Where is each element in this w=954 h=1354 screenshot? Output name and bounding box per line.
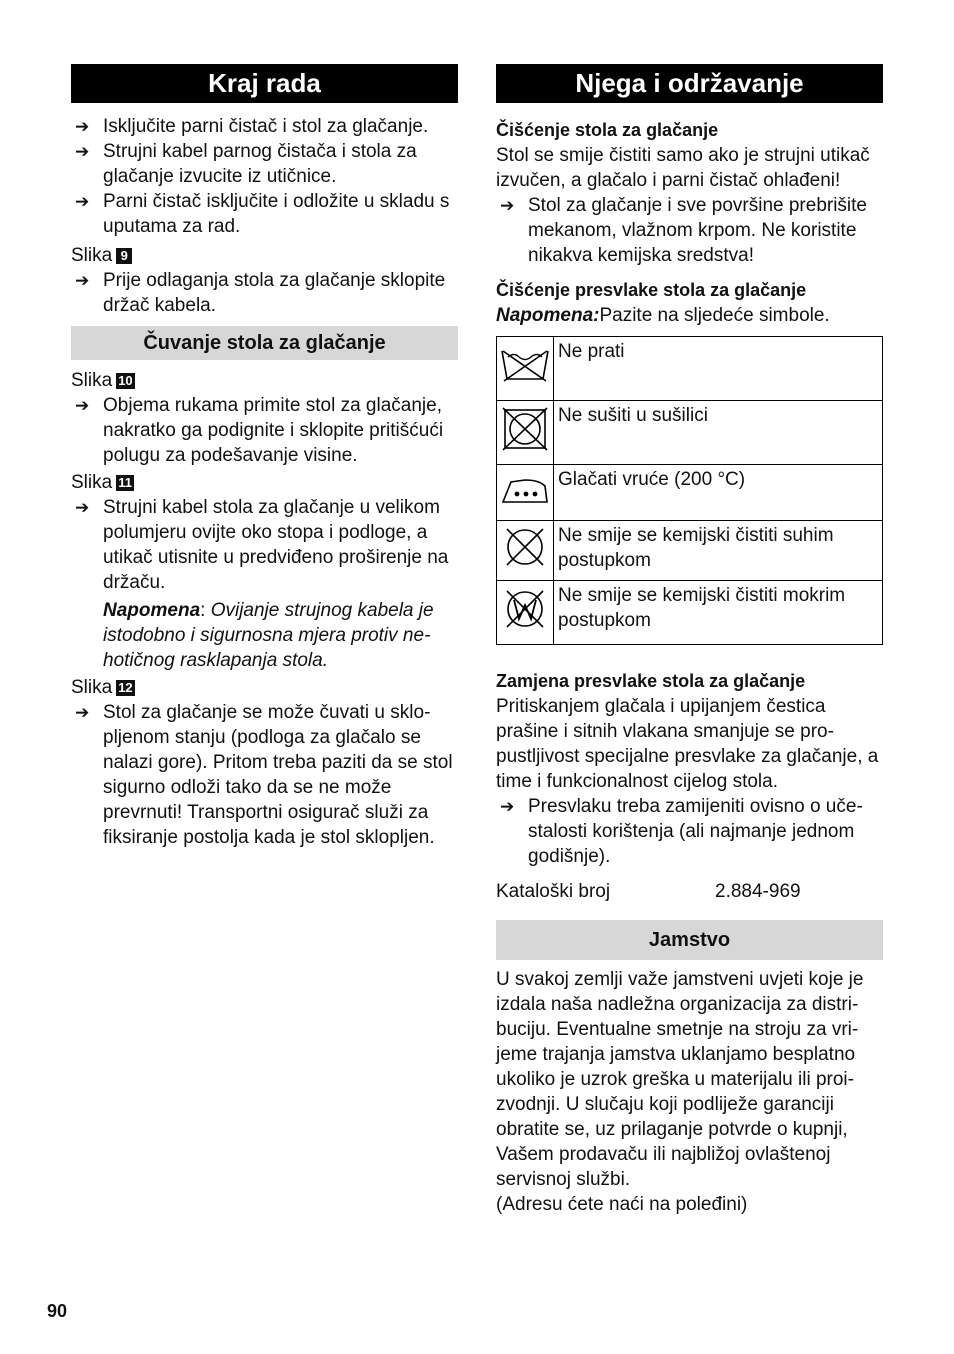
note-paragraph: Napomena: Ovijanje strujnog kabela je istodobno i sigurnosna mjera protiv nehotičnog rasklapanja stola.	[103, 600, 434, 671]
arrow-icon: ➔	[500, 196, 515, 215]
arrow-icon: ➔	[75, 703, 90, 722]
step-item: ➔ Stol za glačanje se može čuvati u sklopljenom stanju (podloga za glačalo se nalazi gore). Pritom treba paziti da se stol sigurno odloži tako da se ne može prevrnuti! Transportni osigurač služi za fiksiranje postolja kada je stol sklopljen.	[75, 702, 453, 848]
arrow-icon: ➔	[75, 192, 90, 211]
figure-number-badge: 11	[118, 475, 132, 490]
subsection-title: Čišćenje stola za glačanje	[496, 120, 719, 140]
no-tumble-dry-icon	[497, 401, 554, 465]
no-wash-icon	[497, 337, 554, 401]
care-symbol-text: Ne sušiti u sušilici	[554, 401, 883, 465]
section-title-njega: Njega i održavanje	[496, 64, 883, 103]
table-row	[497, 465, 883, 521]
care-symbols-table	[496, 336, 883, 645]
right-column	[496, 64, 883, 1217]
paragraph: U svakoj zemlji važe jamstveni uvjeti koje je izdala naša nadležna organizacija za distribuciju. Eventualne smetnje na stroju za vrijeme trajanja jamstva uklanjamo besplatno ukoliko je uzrok greška u materijalu ili proizvodnji. U slučaju koji podliježe garanciji obratite se, uz prilaganje potvrde o kupnji, Vašem prodavaču ili najbližoj ovlaštenoj servisnoj službi.	[496, 969, 864, 1190]
care-symbol-text: Ne prati	[554, 337, 883, 401]
figure-number-badge: 9	[116, 248, 132, 264]
arrow-icon: ➔	[75, 271, 90, 290]
figure-reference: Slika 12	[71, 677, 133, 698]
arrow-icon: ➔	[75, 142, 90, 161]
catalog-value: 2.884-969	[715, 881, 801, 902]
figure-reference: Slika 11	[71, 472, 132, 493]
figure-reference: Slika 9	[71, 243, 458, 268]
table-row	[497, 581, 883, 645]
care-symbol-text: Glačati vruće (200 °C)	[554, 465, 883, 521]
paragraph: (Adresu ćete naći na poleđini)	[496, 1194, 748, 1215]
note-paragraph: Napomena:Pazite na sljedeće simbole.	[496, 305, 830, 326]
table-row	[497, 401, 883, 465]
no-wet-clean-icon	[497, 581, 554, 645]
paragraph: Pritiskanjem glačala i upijanjem čestica prašine i sitnih vlakana smanjuje se propustljivost specijalne presvlake za glačanje, a time i funkcionalnost cijelog stola.	[496, 696, 879, 792]
table-row	[497, 521, 883, 581]
no-dry-clean-icon	[497, 521, 554, 581]
left-column	[71, 64, 458, 850]
iron-hot-icon	[497, 465, 554, 521]
arrow-icon: ➔	[500, 797, 515, 816]
page-number: 90	[47, 1301, 68, 1321]
arrow-icon: ➔	[75, 396, 90, 415]
arrow-icon: ➔	[75, 117, 90, 136]
step-item: ➔ Objema rukama primite stol za glačanje, nakratko ga podignite i sklopite pritišćući polugu za podešavanje visine.	[75, 395, 444, 466]
figure-reference: Slika 10	[71, 370, 133, 391]
catalog-number-row	[496, 879, 883, 904]
section-title-jamstvo: Jamstvo	[496, 920, 883, 960]
subsection-title: Zamjena presvlake stola za glačanje	[496, 671, 806, 691]
step-item: ➔ Stol za glačanje i sve površine prebrišite mekanom, vlažnom krpom. Ne koristite nikakva kemijska sredstva!	[500, 195, 868, 266]
section-title-cuvanje: Čuvanje stola za glačanje	[71, 326, 458, 360]
table-row	[497, 337, 883, 401]
step-item: ➔ Strujni kabel parnog čistača i stola za glačanje izvucite iz utičnice.	[75, 141, 417, 187]
step-item: ➔ Prije odlaganja stola za glačanje sklopite držač kabela.	[75, 270, 446, 316]
section-title-kraj-rada: Kraj rada	[71, 64, 458, 103]
catalog-label: Kataloški broj	[496, 881, 611, 902]
subsection-title: Čišćenje presvlake stola za glačanje	[496, 280, 807, 300]
figure-number-badge: 12	[118, 680, 133, 695]
step-item: ➔ Presvlaku treba zamijeniti ovisno o učestalosti korištenja (ali najmanje jednom godišnje).	[500, 796, 863, 867]
step-item: ➔ Strujni kabel stola za glačanje u velikom polumjeru ovijte oko stopa i podloge, a utikač utisnite u predviđeno proširenje na držaču.	[75, 497, 449, 593]
care-symbol-text: Ne smije se kemijski čistiti suhim postupkom	[554, 521, 883, 581]
step-item: ➔ Parni čistač isključite i odložite u skladu s uputama za rad.	[75, 191, 450, 237]
figure-number-badge: 10	[118, 373, 133, 388]
care-symbol-text: Ne smije se kemijski čistiti mokrim postupkom	[554, 581, 883, 645]
arrow-icon: ➔	[75, 498, 90, 517]
paragraph: Stol se smije čistiti samo ako je strujni utikač izvučen, a glačalo i parni čistač ohlađeni!	[496, 145, 870, 191]
step-item: ➔ Isključite parni čistač i stol za glačanje.	[75, 116, 429, 137]
